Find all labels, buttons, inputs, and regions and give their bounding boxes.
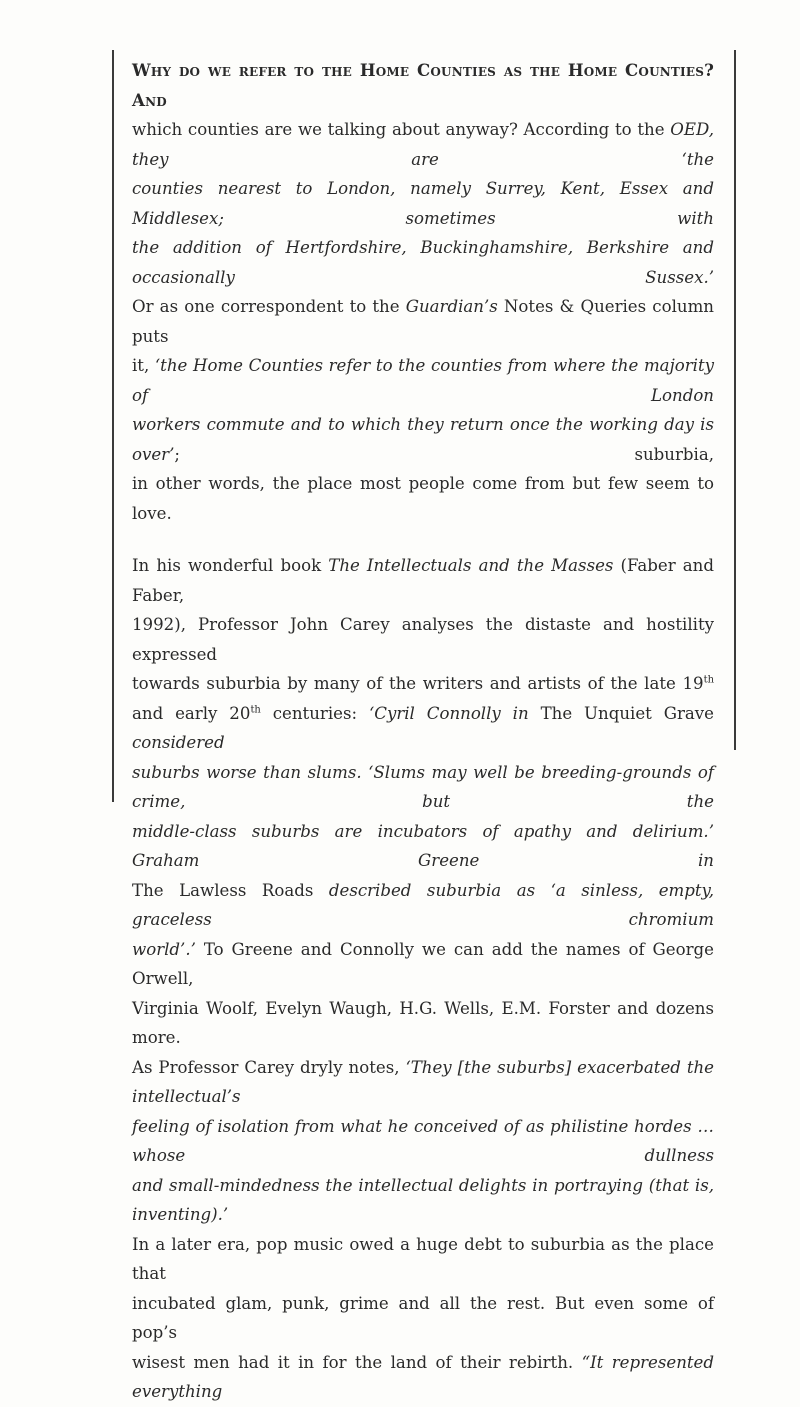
p2-line-9 bbox=[132, 994, 714, 1053]
quote-italic: considered bbox=[132, 733, 225, 752]
text: in other words, the place most people come from but few seem to love. bbox=[132, 474, 714, 523]
p2-line-7 bbox=[132, 876, 714, 935]
quote-italic: suburbs worse than slums. ‘Slums may well be breeding-grounds of crime, but the bbox=[132, 762, 714, 811]
quote-italic: “It represented everything bbox=[132, 1352, 714, 1401]
book-title-roman: The Unquiet Grave bbox=[540, 703, 714, 723]
quote-italic: middle-class suburbs are incubators of apathy and delirium.’ Graham Greene in bbox=[132, 821, 714, 870]
p2-line-4 bbox=[132, 699, 714, 758]
p1-line-3 bbox=[132, 174, 714, 233]
p2-line-6 bbox=[132, 817, 714, 876]
text: Or as one correspondent to the bbox=[132, 297, 406, 316]
quote-italic: feeling of isolation from what he conceived of as philistine hordes … whose dullness bbox=[132, 1116, 714, 1165]
paragraph-1 bbox=[132, 56, 714, 528]
p2-line-10 bbox=[132, 1053, 714, 1112]
p2-line-12 bbox=[132, 1171, 714, 1230]
p1-line-2 bbox=[132, 115, 714, 174]
guardian-italic: Guardian’s bbox=[405, 297, 498, 316]
p2-line-15 bbox=[132, 1348, 714, 1407]
text: centuries: bbox=[260, 703, 369, 723]
left-margin-rule bbox=[112, 50, 114, 802]
text: 1992), Professor John Carey analyses the distaste and hostility expressed bbox=[132, 615, 714, 664]
p2-line-3 bbox=[132, 669, 714, 699]
p1-line-6 bbox=[132, 351, 714, 410]
text: In a later era, pop music owed a huge debt to suburbia as the place that bbox=[132, 1234, 714, 1283]
quote-italic: ‘Cyril Connolly in bbox=[368, 703, 541, 723]
text: In his wonderful book bbox=[132, 556, 329, 575]
p2-line-11 bbox=[132, 1112, 714, 1171]
text: which counties are we talking about anyway? According to the bbox=[132, 120, 671, 139]
text: it, bbox=[132, 356, 155, 375]
p1-line-8 bbox=[132, 469, 714, 528]
oed-italic: OED, they are ‘the bbox=[132, 120, 714, 169]
quote-italic: counties nearest to London, namely Surrey, Kent, Essex and Middlesex; sometimes with bbox=[132, 179, 714, 228]
text: As Professor Carey dryly notes, bbox=[132, 1057, 406, 1077]
quote-italic: workers commute and to which they return once the working day is over’ bbox=[132, 415, 714, 464]
p2-line-13 bbox=[132, 1230, 714, 1289]
superscript: th bbox=[250, 703, 261, 715]
p2-line-2 bbox=[132, 610, 714, 669]
quote-italic: ‘the Home Counties refer to the counties from where the majority of London bbox=[132, 356, 714, 405]
text: wisest men had it in for the land of their rebirth. bbox=[132, 1352, 582, 1372]
text: (Faber and Faber, bbox=[132, 556, 714, 605]
superscript: th bbox=[703, 674, 714, 686]
text: Virginia Woolf, Evelyn Waugh, H.G. Wells, E.M. Forster and dozens more. bbox=[132, 998, 714, 1047]
p1-line-7 bbox=[132, 410, 714, 469]
p1-line-4 bbox=[132, 233, 714, 292]
p2-line-1 bbox=[132, 551, 714, 610]
paragraph-2 bbox=[132, 551, 714, 1407]
quote-italic: world’.’ bbox=[132, 939, 196, 959]
quote-italic: ‘They [the suburbs] exacerbated the intellectual’s bbox=[132, 1057, 714, 1106]
p2-line-5 bbox=[132, 758, 714, 817]
p2-line-14 bbox=[132, 1289, 714, 1348]
book-title-roman: The Lawless Roads bbox=[132, 880, 314, 900]
text: incubated glam, punk, grime and all the rest. But even some of pop’s bbox=[132, 1293, 714, 1342]
p2-line-8 bbox=[132, 935, 714, 994]
quote-italic: and small-mindedness the intellectual delights in portraying (that is, inventing).’ bbox=[132, 1175, 714, 1224]
quote-italic: the addition of Hertfordshire, Buckinghamshire, Berkshire and occasionally Sussex.’ bbox=[132, 238, 714, 287]
quote-italic: described suburbia as ‘a sinless, empty, graceless chromium bbox=[132, 880, 715, 929]
right-margin-rule bbox=[734, 50, 736, 750]
p1-line-1 bbox=[132, 56, 714, 115]
p1-line-5 bbox=[132, 292, 714, 351]
text: towards suburbia by many of the writers and artists of the late 19 bbox=[132, 674, 704, 693]
article-body bbox=[132, 56, 714, 1407]
text: ; suburbia, bbox=[174, 444, 714, 464]
text: and early 20 bbox=[132, 703, 251, 723]
lead-in-smallcaps: Why do we refer to the Home Counties as the Home Counties? And bbox=[132, 60, 714, 110]
text: Notes & Queries column puts bbox=[132, 297, 714, 346]
book-title-italic: The Intellectuals and the Masses bbox=[328, 556, 614, 575]
text: To Greene and Connolly we can add the names of George Orwell, bbox=[132, 939, 714, 988]
